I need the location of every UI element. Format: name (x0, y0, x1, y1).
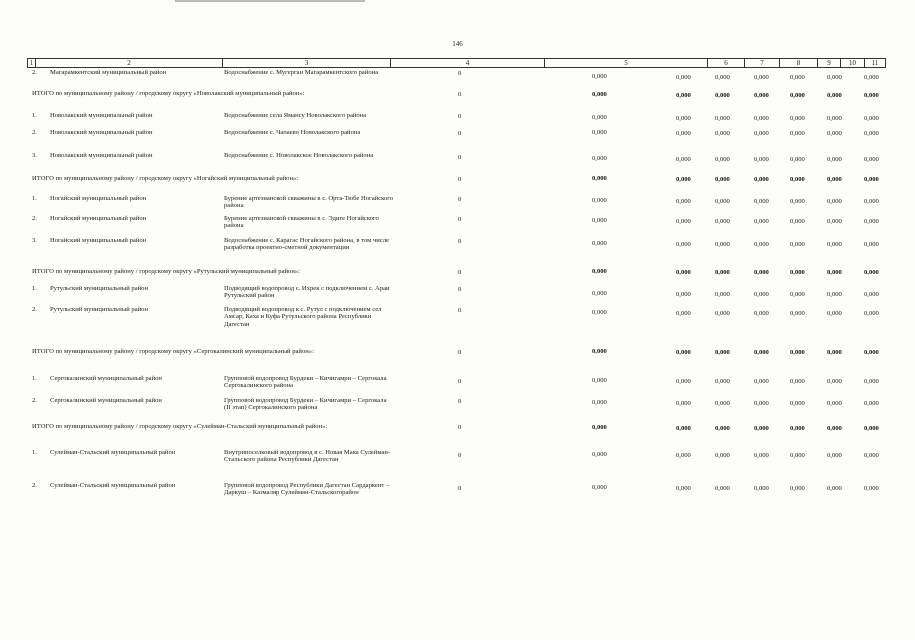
municipality-cell: Магарамкентский муниципальный район (50, 69, 167, 76)
amount-cell: 0,000 (676, 349, 691, 356)
amount-cell: 0,000 (754, 176, 769, 183)
amount-cell: 0,000 (790, 291, 805, 298)
amount-cell: 0,000 (676, 176, 691, 183)
scan-mark (175, 0, 365, 2)
municipality-cell: Новолакский муниципальный район (50, 152, 153, 159)
column-header-row (27, 58, 886, 68)
municipality-cell: Ногайский муниципальный район (50, 237, 147, 244)
amount-cell: 0,000 (592, 309, 607, 316)
amount-cell: 0,000 (676, 378, 691, 385)
amount-cell: 0,000 (864, 400, 879, 407)
amount-cell: 0,000 (827, 115, 842, 122)
amount-cell: 0,000 (754, 485, 769, 492)
municipality-cell: Сулейман-Стальский муниципальный район (50, 449, 176, 456)
amount-cell: 0,000 (790, 400, 805, 407)
page-number: 146 (452, 40, 463, 48)
amount-cell: 0,000 (827, 74, 842, 81)
amount-cell: 0,000 (592, 129, 607, 136)
column-header: 1 (28, 59, 36, 68)
amount-cell: 0,000 (676, 425, 691, 432)
amount-cell: 0,000 (864, 269, 879, 276)
amount-cell: 0,000 (754, 92, 769, 99)
amount-cell: 0,000 (592, 155, 607, 162)
amount-cell: 0,000 (827, 485, 842, 492)
municipality-cell: Ногайский муниципальный район (50, 195, 147, 202)
column-4-value: 0 (458, 269, 462, 276)
amount-cell: 0,000 (790, 425, 805, 432)
row-number: 1. (32, 285, 37, 292)
amount-cell: 0,000 (864, 92, 879, 99)
amount-cell: 0,000 (754, 269, 769, 276)
amount-cell: 0,000 (864, 378, 879, 385)
column-4-value: 0 (458, 307, 462, 314)
amount-cell: 0,000 (715, 218, 730, 225)
amount-cell: 0,000 (715, 349, 730, 356)
amount-cell: 0,000 (715, 198, 730, 205)
amount-cell: 0,000 (790, 269, 805, 276)
amount-cell: 0,000 (827, 241, 842, 248)
amount-cell: 0,000 (827, 130, 842, 137)
row-number: 2. (32, 397, 37, 404)
column-4-value: 0 (458, 452, 462, 459)
amount-cell: 0,000 (592, 240, 607, 247)
amount-cell: 0,000 (754, 218, 769, 225)
municipality-cell: Ногайский муниципальный район (50, 215, 147, 222)
amount-cell: 0,000 (827, 156, 842, 163)
column-4-value: 0 (458, 349, 462, 356)
amount-cell: 0,000 (592, 377, 607, 384)
column-4-value: 0 (458, 424, 462, 431)
column-header: 8 (780, 59, 818, 68)
amount-cell: 0,000 (827, 198, 842, 205)
amount-cell: 0,000 (790, 241, 805, 248)
amount-cell: 0,000 (864, 218, 879, 225)
column-4-value: 0 (458, 398, 462, 405)
column-4-value: 0 (458, 238, 462, 245)
amount-cell: 0,000 (864, 485, 879, 492)
column-4-value: 0 (458, 216, 462, 223)
amount-cell: 0,000 (715, 291, 730, 298)
row-number: 2. (32, 482, 37, 489)
column-4-value: 0 (458, 130, 462, 137)
column-4-value: 0 (458, 196, 462, 203)
row-number: 2. (32, 69, 37, 76)
amount-cell: 0,000 (715, 176, 730, 183)
amount-cell: 0,000 (864, 115, 879, 122)
object-cell: Бурение артезианской скважины в с. Орта-Тюбе Ногайского района (224, 195, 394, 210)
column-header: 4 (391, 59, 545, 68)
object-cell: Подводящий водопровод с. Ихрек с подключением с. Араи Рутульский район (224, 285, 390, 300)
amount-cell: 0,000 (864, 291, 879, 298)
amount-cell: 0,000 (827, 400, 842, 407)
amount-cell: 0,000 (676, 291, 691, 298)
column-4-value: 0 (458, 378, 462, 385)
amount-cell: 0,000 (827, 310, 842, 317)
amount-cell: 0,000 (827, 92, 842, 99)
amount-cell: 0,000 (754, 156, 769, 163)
amount-cell: 0,000 (592, 114, 607, 121)
amount-cell: 0,000 (676, 92, 691, 99)
amount-cell: 0,000 (715, 130, 730, 137)
column-4-value: 0 (458, 154, 462, 161)
amount-cell: 0,000 (676, 218, 691, 225)
municipality-cell: Сулейман-Стальский муниципальный район (50, 482, 176, 489)
amount-cell: 0,000 (790, 198, 805, 205)
object-cell: Подводящий водопровод к с. Рутул с подключением сел Амсар, Каха и Куфа Рутульского района Республики Дагестан (224, 306, 382, 328)
itogo-label: ИТОГО по муниципальному району / городскому округу «Сергокалинский муниципальный район»: (32, 348, 314, 355)
amount-cell: 0,000 (592, 268, 607, 275)
object-cell: Водоснабжение с. Чапаево Новолакского района (224, 129, 361, 136)
object-cell: Водоснабжение с. Новолакское Новолакского района (224, 152, 374, 159)
object-cell: Бурение артезианской скважины в с. Эдиге Ногайского района (224, 215, 379, 230)
amount-cell: 0,000 (715, 269, 730, 276)
column-4-value: 0 (458, 286, 462, 293)
amount-cell: 0,000 (790, 378, 805, 385)
amount-cell: 0,000 (715, 241, 730, 248)
municipality-cell: Новолакский муниципальный район (50, 112, 153, 119)
amount-cell: 0,000 (754, 291, 769, 298)
amount-cell: 0,000 (827, 176, 842, 183)
row-number: 1. (32, 375, 37, 382)
itogo-label: ИТОГО по муниципальному району / городскому округу «Рутульский муниципальный район»: (32, 268, 300, 275)
amount-cell: 0,000 (676, 485, 691, 492)
column-4-value: 0 (458, 485, 462, 492)
amount-cell: 0,000 (754, 74, 769, 81)
object-cell: Водоснабжение с. Карагас Ногайского района, в том числе разработка проектно-сметной документации (224, 237, 389, 252)
amount-cell: 0,000 (790, 74, 805, 81)
amount-cell: 0,000 (592, 399, 607, 406)
amount-cell: 0,000 (592, 197, 607, 204)
amount-cell: 0,000 (790, 92, 805, 99)
amount-cell: 0,000 (827, 269, 842, 276)
amount-cell: 0,000 (790, 176, 805, 183)
amount-cell: 0,000 (864, 425, 879, 432)
itogo-label: ИТОГО по муниципальному району / городскому округу «Сулейман-Стальский муниципальный район»: (32, 423, 328, 430)
amount-cell: 0,000 (864, 198, 879, 205)
column-header: 10 (841, 59, 865, 68)
row-number: 2. (32, 306, 37, 313)
municipality-cell: Сергокалинский муниципальный район (50, 397, 162, 404)
amount-cell: 0,000 (715, 378, 730, 385)
amount-cell: 0,000 (715, 115, 730, 122)
row-number: 2. (32, 129, 37, 136)
amount-cell: 0,000 (790, 349, 805, 356)
amount-cell: 0,000 (715, 74, 730, 81)
amount-cell: 0,000 (715, 400, 730, 407)
amount-cell: 0,000 (790, 452, 805, 459)
municipality-cell: Сергокалинский муниципальный район (50, 375, 162, 382)
municipality-cell: Новолакский муниципальный район (50, 129, 153, 136)
column-header: 9 (818, 59, 841, 68)
amount-cell: 0,000 (827, 425, 842, 432)
object-cell: Водоснабжение села Ямансу Новолакского района (224, 112, 367, 119)
column-4-value: 0 (458, 113, 462, 120)
amount-cell: 0,000 (864, 130, 879, 137)
amount-cell: 0,000 (754, 310, 769, 317)
amount-cell: 0,000 (790, 310, 805, 317)
amount-cell: 0,000 (827, 378, 842, 385)
itogo-label: ИТОГО по муниципальному району / городскому округу «Новолакский муниципальный район»: (32, 90, 305, 97)
amount-cell: 0,000 (715, 310, 730, 317)
row-number: 1. (32, 195, 37, 202)
column-header: 5 (545, 59, 708, 68)
amount-cell: 0,000 (676, 74, 691, 81)
amount-cell: 0,000 (592, 348, 607, 355)
amount-cell: 0,000 (864, 452, 879, 459)
itogo-label: ИТОГО по муниципальному району / городскому округу «Ногайский муниципальный район»: (32, 175, 299, 182)
amount-cell: 0,000 (676, 310, 691, 317)
amount-cell: 0,000 (864, 349, 879, 356)
row-number: 1. (32, 449, 37, 456)
amount-cell: 0,000 (592, 175, 607, 182)
amount-cell: 0,000 (592, 484, 607, 491)
amount-cell: 0,000 (790, 218, 805, 225)
amount-cell: 0,000 (754, 425, 769, 432)
amount-cell: 0,000 (715, 92, 730, 99)
municipality-cell: Рутульский муниципальный район (50, 285, 149, 292)
municipality-cell: Рутульский муниципальный район (50, 306, 149, 313)
amount-cell: 0,000 (676, 130, 691, 137)
amount-cell: 0,000 (715, 425, 730, 432)
amount-cell: 0,000 (827, 452, 842, 459)
amount-cell: 0,000 (592, 73, 607, 80)
object-cell: Групповой водопровод Бурдеки – Кичигамри – Сергокала (II этап) Сергокалинского района (224, 397, 387, 412)
amount-cell: 0,000 (676, 241, 691, 248)
row-number: 2. (32, 215, 37, 222)
amount-cell: 0,000 (592, 290, 607, 297)
amount-cell: 0,000 (592, 91, 607, 98)
amount-cell: 0,000 (592, 451, 607, 458)
amount-cell: 0,000 (754, 378, 769, 385)
row-number: 3. (32, 152, 37, 159)
amount-cell: 0,000 (754, 115, 769, 122)
amount-cell: 0,000 (676, 156, 691, 163)
amount-cell: 0,000 (715, 452, 730, 459)
amount-cell: 0,000 (790, 115, 805, 122)
column-header: 7 (745, 59, 780, 68)
object-cell: Групповой водопровод Республики Дагестан Сардаркент – Даркуш – Казмаляр Сулейман-Стальскогорайон (224, 482, 390, 497)
amount-cell: 0,000 (754, 198, 769, 205)
amount-cell: 0,000 (676, 198, 691, 205)
amount-cell: 0,000 (790, 130, 805, 137)
amount-cell: 0,000 (754, 241, 769, 248)
column-4-value: 0 (458, 91, 462, 98)
amount-cell: 0,000 (715, 156, 730, 163)
amount-cell: 0,000 (790, 156, 805, 163)
amount-cell: 0,000 (864, 241, 879, 248)
object-cell: Групповой водопровод Бурдеки – Кичигамри – Сергокала Сергокалинского района (224, 375, 387, 390)
amount-cell: 0,000 (827, 218, 842, 225)
object-cell: Водоснабжение с. Мугерган Магарамкентского района (224, 69, 379, 76)
amount-cell: 0,000 (790, 485, 805, 492)
amount-cell: 0,000 (754, 400, 769, 407)
amount-cell: 0,000 (754, 452, 769, 459)
column-4-value: 0 (458, 70, 462, 77)
amount-cell: 0,000 (715, 485, 730, 492)
amount-cell: 0,000 (592, 217, 607, 224)
column-header: 6 (708, 59, 745, 68)
column-header: 11 (865, 59, 886, 68)
amount-cell: 0,000 (864, 156, 879, 163)
amount-cell: 0,000 (754, 130, 769, 137)
amount-cell: 0,000 (754, 349, 769, 356)
amount-cell: 0,000 (864, 74, 879, 81)
amount-cell: 0,000 (827, 291, 842, 298)
amount-cell: 0,000 (676, 452, 691, 459)
amount-cell: 0,000 (827, 349, 842, 356)
row-number: 1. (32, 112, 37, 119)
column-4-value: 0 (458, 176, 462, 183)
amount-cell: 0,000 (676, 400, 691, 407)
column-header: 2 (36, 59, 223, 68)
object-cell: Внутрипоселковый водопровод в с. Новая Мака Сулейман-Стальского района Республики Дагестан (224, 449, 391, 464)
column-header: 3 (223, 59, 391, 68)
amount-cell: 0,000 (864, 176, 879, 183)
amount-cell: 0,000 (676, 269, 691, 276)
amount-cell: 0,000 (592, 424, 607, 431)
amount-cell: 0,000 (864, 310, 879, 317)
amount-cell: 0,000 (676, 115, 691, 122)
row-number: 3. (32, 237, 37, 244)
